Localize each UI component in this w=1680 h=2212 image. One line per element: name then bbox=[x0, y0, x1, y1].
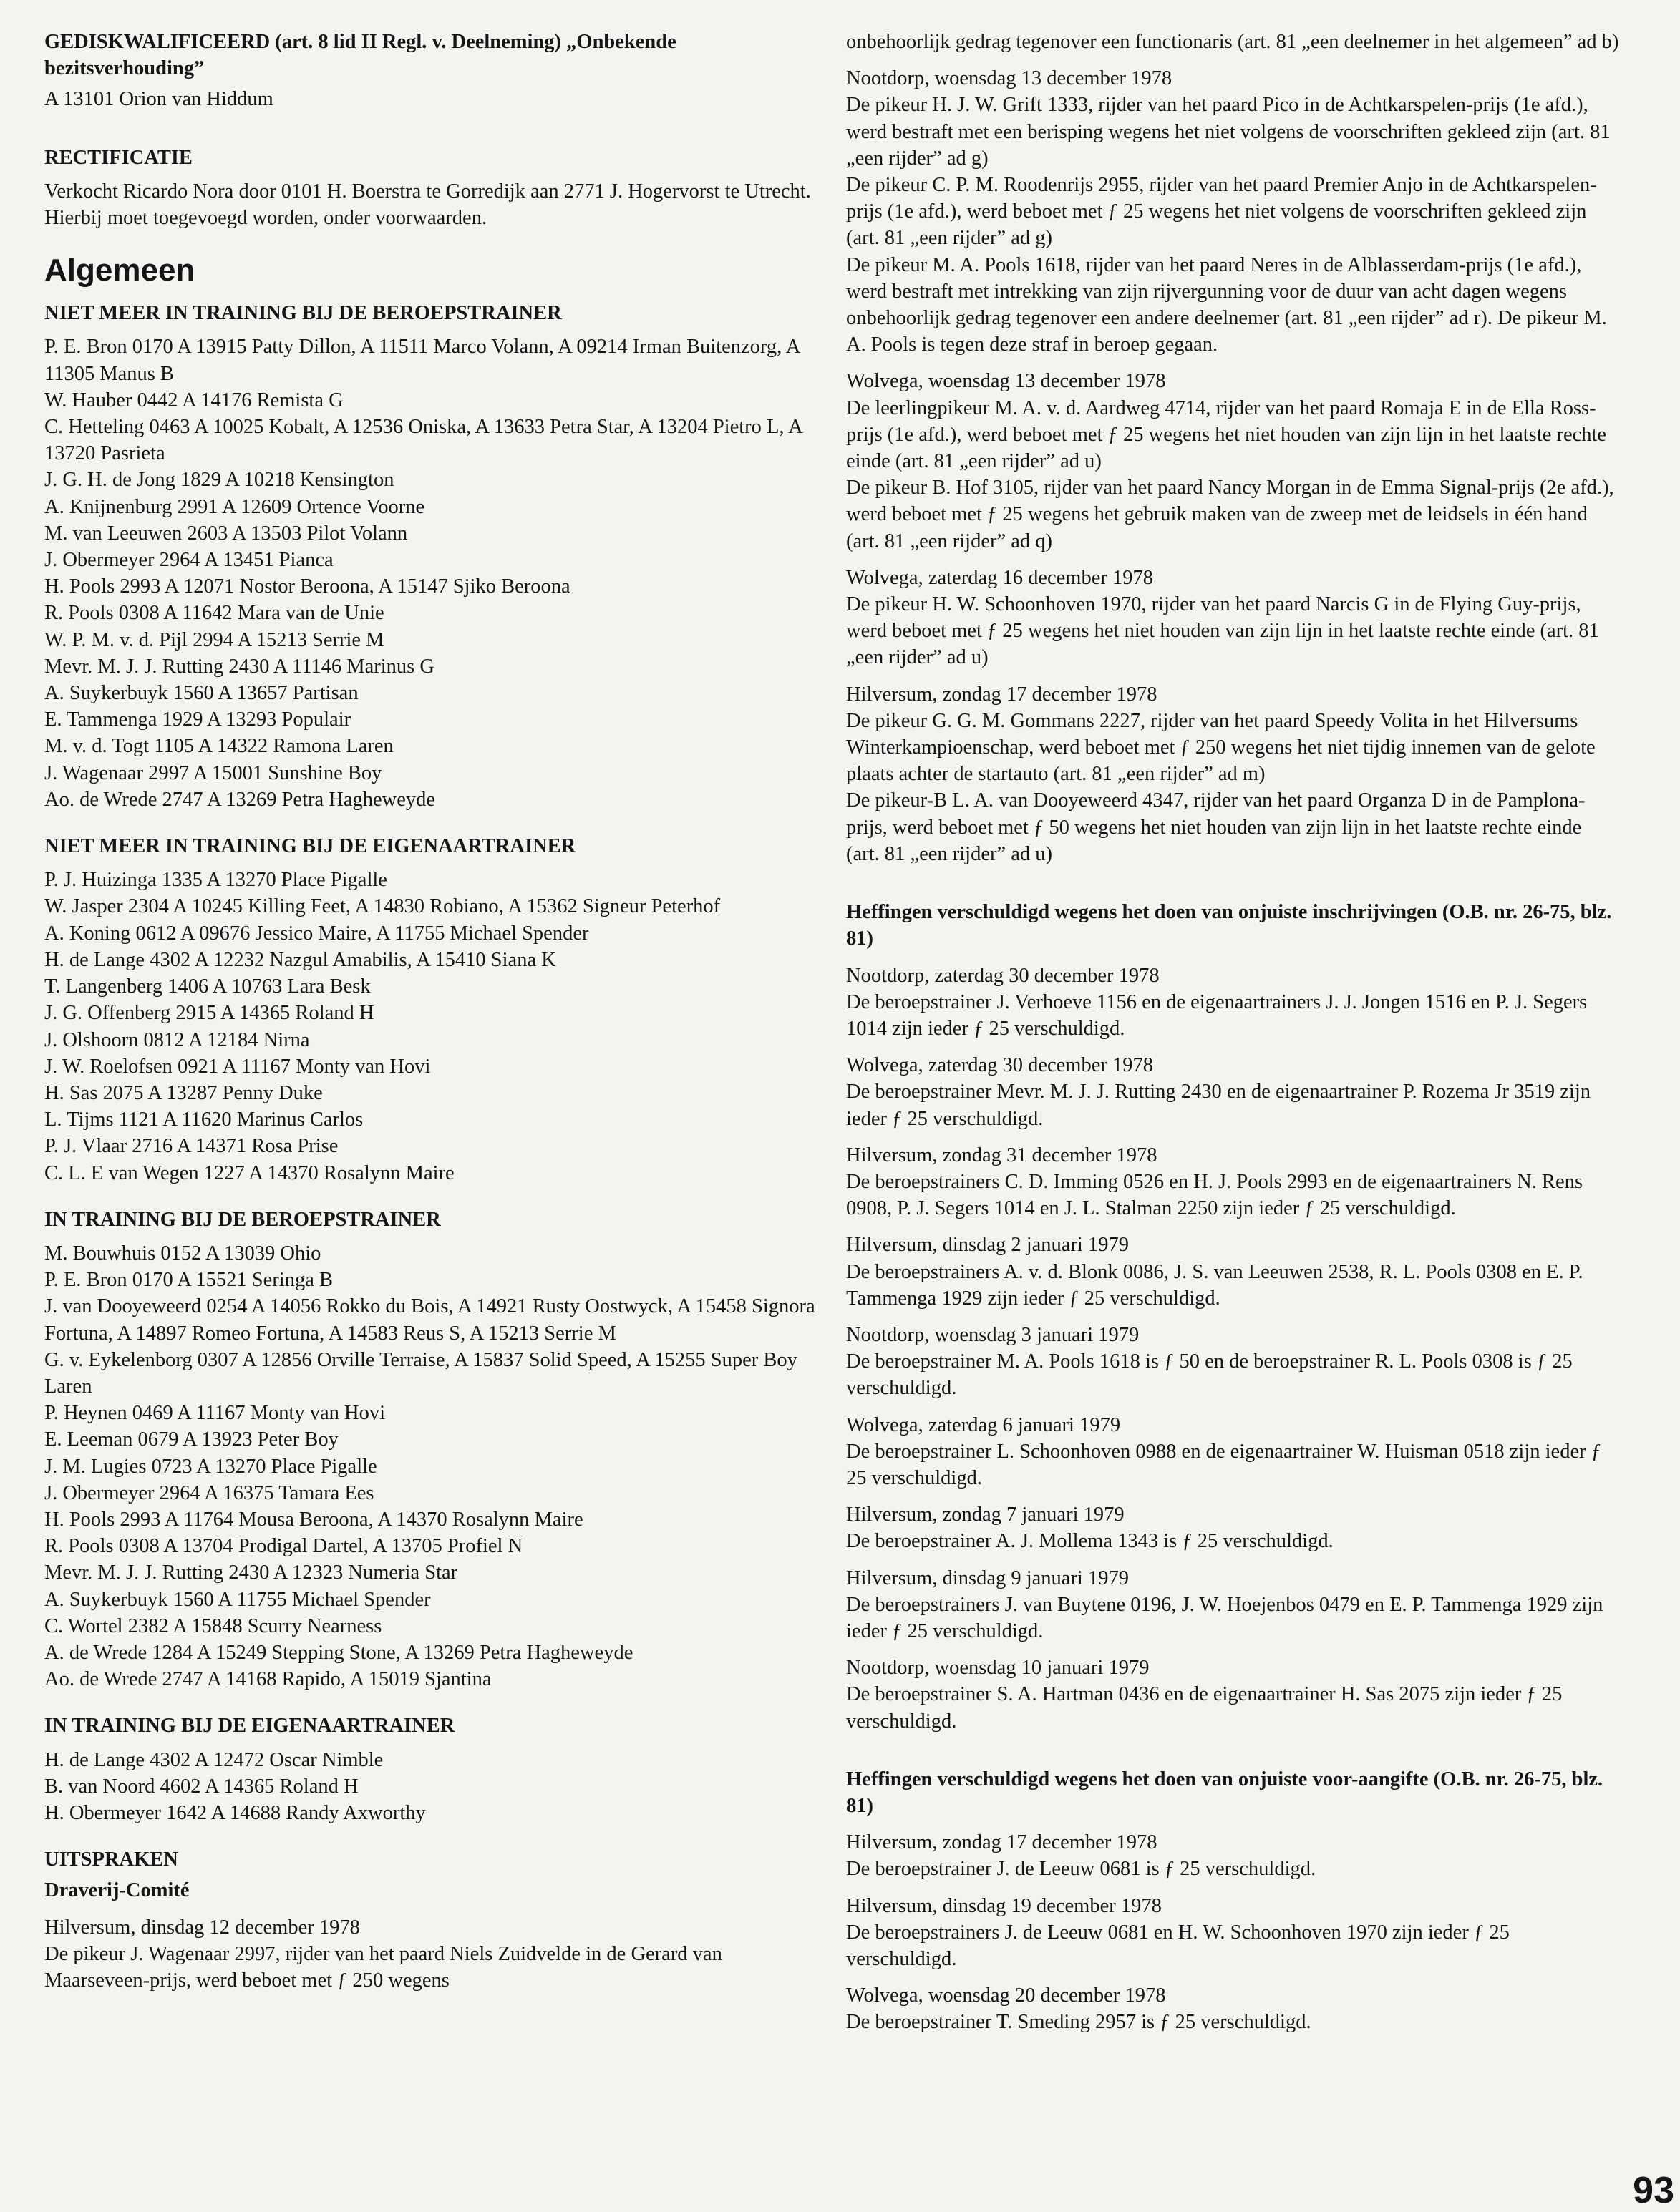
list-item: J. Obermeyer 2964 A 16375 Tamara Ees bbox=[44, 1481, 374, 1504]
list-item: P. E. Bron 0170 A 13915 Patty Dillon, A 11511 Marco Volann, A 09214 Irman Buitenzorg, A 11305 Manus B bbox=[44, 336, 800, 385]
levy-date: Wolvega, zaterdag 30 december 1978 bbox=[846, 1054, 1153, 1077]
levy-date: Hilversum, zondag 31 december 1978 bbox=[846, 1144, 1157, 1166]
list-item: C. L. E van Wegen 1227 A 14370 Rosalynn Maire bbox=[44, 1161, 455, 1184]
ruling-date: Wolvega, woensdag 13 december 1978 bbox=[846, 370, 1166, 393]
levy-date: Nootdorp, woensdag 10 januari 1979 bbox=[846, 1657, 1150, 1680]
list-item: H. Obermeyer 1642 A 14688 Randy Axworthy bbox=[44, 1801, 426, 1824]
right-column bbox=[846, 29, 1619, 2036]
list-item: Ao. de Wrede 2747 A 14168 Rapido, A 15019 Sjantina bbox=[44, 1668, 492, 1691]
ruling-date: Wolvega, zaterdag 16 december 1978 bbox=[846, 566, 1153, 589]
levy-text: De beroepstrainers J. de Leeuw 0681 en H. W. Schoonhoven 1970 zijn ieder ƒ 25 verschuldigd. bbox=[846, 1921, 1510, 1970]
list-item: A. Suykerbuyk 1560 A 11755 Michael Spender bbox=[44, 1588, 431, 1611]
ruling-date: Hilversum, dinsdag 12 december 1978 bbox=[44, 1916, 360, 1939]
ruling-text: De pikeur J. Wagenaar 2997, rijder van het paard Niels Zuidvelde in de Gerard van Maarseveen-prijs, werd beboet met ƒ 250 wegens bbox=[44, 1942, 722, 1992]
list-item: P. E. Bron 0170 A 15521 Seringa B bbox=[44, 1269, 333, 1292]
list-item: Mevr. M. J. J. Rutting 2430 A 12323 Numeria Star bbox=[44, 1561, 458, 1584]
levy-date: Hilversum, dinsdag 2 januari 1979 bbox=[846, 1234, 1129, 1257]
list-item: W. P. M. v. d. Pijl 2994 A 15213 Serrie M bbox=[44, 628, 384, 651]
list-item: C. Wortel 2382 A 15848 Scurry Nearness bbox=[44, 1614, 382, 1637]
levy-text: De beroepstrainers A. v. d. Blonk 0086, J. S. van Leeuwen 2538, R. L. Pools 0308 en E. P. Tammenga 1929 zijn ieder ƒ 25 verschuldigd. bbox=[846, 1260, 1583, 1310]
list-item: R. Pools 0308 A 11642 Mara van de Unie bbox=[44, 602, 384, 625]
levy-date: Wolvega, woensdag 20 december 1978 bbox=[846, 1984, 1166, 2007]
list-item: W. Jasper 2304 A 10245 Killing Feet, A 14830 Robiano, A 15362 Signeur Peterhof bbox=[44, 895, 721, 918]
ruling-date: Hilversum, zondag 17 december 1978 bbox=[846, 683, 1157, 706]
list-item: M. Bouwhuis 0152 A 13039 Ohio bbox=[44, 1242, 321, 1265]
list-item: M. v. d. Togt 1105 A 14322 Ramona Laren bbox=[44, 735, 394, 758]
committee-heading: Draverij-Comité bbox=[44, 1879, 190, 1902]
list-item: T. Langenberg 1406 A 10763 Lara Besk bbox=[44, 975, 371, 998]
levy-text: De beroepstrainer M. A. Pools 1618 is ƒ 50 en de beroepstrainer R. L. Pools 0308 is ƒ 25 verschuldigd. bbox=[846, 1350, 1573, 1400]
rectification-text: Verkocht Ricardo Nora door 0101 H. Boerstra te Gorredijk aan 2771 J. Hogervorst te Utrecht. Hierbij moet toegevoegd worden, onder voorwaarden. bbox=[44, 180, 811, 230]
levy-heading-2: Heffingen verschuldigd wegens het doen van onjuiste voor-aangifte (O.B. nr. 26-75, blz. 81) bbox=[846, 1768, 1603, 1817]
levy-date: Nootdorp, zaterdag 30 december 1978 bbox=[846, 964, 1160, 987]
levy-text: De beroepstrainers J. van Buytene 0196, J. W. Hoejenbos 0479 en E. P. Tammenga 1929 zijn ieder ƒ 25 verschuldigd. bbox=[846, 1593, 1603, 1642]
list-item: J. van Dooyeweerd 0254 A 14056 Rokko du Bois, A 14921 Rusty Oostwyck, A 15458 Signora Fortuna, A 14897 Romeo Fortuna, A 14583 Reus S, A 15213 Serrie M bbox=[44, 1295, 815, 1345]
list-item: A. de Wrede 1284 A 15249 Stepping Stone, A 13269 Petra Hagheweyde bbox=[44, 1641, 633, 1664]
list-item: P. J. Vlaar 2716 A 14371 Rosa Prise bbox=[44, 1135, 339, 1158]
list-item: A. Koning 0612 A 09676 Jessico Maire, A 11755 Michael Spender bbox=[44, 922, 589, 945]
section-heading-3: IN TRAINING BIJ DE BEROEPSTRAINER bbox=[44, 1208, 441, 1231]
list-item: J. Wagenaar 2997 A 15001 Sunshine Boy bbox=[44, 761, 382, 784]
ruling-continuation: onbehoorlijk gedrag tegenover een functionaris (art. 81 „een deelnemer in het algemeen” ad b) bbox=[846, 31, 1619, 53]
list-item: G. v. Eykelenborg 0307 A 12856 Orville Terraise, A 15837 Solid Speed, A 15255 Super Boy Laren bbox=[44, 1348, 797, 1398]
levy-text: De beroepstrainers C. D. Imming 0526 en H. J. Pools 2993 en de eigenaartrainers N. Rens 0908, P. J. Segers 1014 en J. L. Stalman 2250 zijn ieder ƒ 25 verschuldigd. bbox=[846, 1170, 1583, 1220]
list-item: P. J. Huizinga 1335 A 13270 Place Pigalle bbox=[44, 869, 387, 892]
ruling-text: De pikeur H. W. Schoonhoven 1970, rijder van het paard Narcis G in de Flying Guy-prijs, werd beboet met ƒ 25 wegens het niet houden van zijn lijn in het laatste rechte einde (art. 81 „een rijder” ad u) bbox=[846, 593, 1599, 669]
levy-date: Hilversum, dinsdag 9 januari 1979 bbox=[846, 1567, 1129, 1589]
list-item: B. van Noord 4602 A 14365 Roland H bbox=[44, 1775, 359, 1798]
ruling-text: De pikeur H. J. W. Grift 1333, rijder van het paard Pico in de Achtkarspelen-prijs (1e afd.), werd bestraft met een berisping wegens het niet volgens de voorschriften gekleed zijn (art. 81 „een rijder” ad g) bbox=[846, 94, 1611, 170]
disqualified-entry: A 13101 Orion van Hiddum bbox=[44, 88, 273, 111]
list-item: C. Hetteling 0463 A 10025 Kobalt, A 12536 Oniska, A 13633 Petra Star, A 13204 Pietro L, A 13720 Pasrieta bbox=[44, 416, 802, 465]
list-item: H. de Lange 4302 A 12472 Oscar Nimble bbox=[44, 1748, 384, 1771]
list-item: J. G. Offenberg 2915 A 14365 Roland H bbox=[44, 1002, 374, 1025]
levy-text: De beroepstrainer A. J. Mollema 1343 is ƒ 25 verschuldigd. bbox=[846, 1530, 1334, 1553]
ruling-date: Nootdorp, woensdag 13 december 1978 bbox=[846, 67, 1172, 90]
levy-date: Hilversum, dinsdag 19 december 1978 bbox=[846, 1894, 1162, 1917]
ruling-text: De pikeur G. G. M. Gommans 2227, rijder van het paard Speedy Volita in het Hilversums Winterkampioenschap, werd beboet met ƒ 250 wegens het niet tijdig innemen van de gelote plaats achter de startauto (art. 81 „een rijder” ad m) bbox=[846, 709, 1596, 786]
list-item: J. G. H. de Jong 1829 A 10218 Kensington bbox=[44, 469, 394, 492]
list-item: H. de Lange 4302 A 12232 Nazgul Amabilis, A 15410 Siana K bbox=[44, 948, 556, 971]
list-item: J. M. Lugies 0723 A 13270 Place Pigalle bbox=[44, 1455, 377, 1478]
ruling-text: De pikeur B. Hof 3105, rijder van het paard Nancy Morgan in de Emma Signal-prijs (2e afd.), werd beboet met ƒ 25 wegens het gebruik maken van de zweep met de leidsels in één hand (art. 81 „een rijder” ad q) bbox=[846, 477, 1614, 552]
ruling-text: De leerlingpikeur M. A. v. d. Aardweg 4714, rijder van het paard Romaja E in de Ella Ross-prijs (1e afd.), werd beboet met ƒ 25 wegens het niet houden van zijn lijn in het laatste rechte einde (art. 81 „een rijder” ad u) bbox=[846, 396, 1607, 473]
rectification-heading: RECTIFICATIE bbox=[44, 146, 193, 169]
levy-date: Hilversum, zondag 17 december 1978 bbox=[846, 1831, 1157, 1854]
ruling-text: De pikeur M. A. Pools 1618, rijder van het paard Neres in de Alblasserdam-prijs (1e afd.), werd bestraft met intrekking van zijn rijvergunning voor de duur van acht dagen wegens onbehoorlijk gedrag tegenover een andere deelnemer (art. 81 „een rijder” ad r). De pikeur M. A. Pools is tegen deze straf in beroep gegaan. bbox=[846, 253, 1607, 356]
section-list-1 bbox=[44, 333, 817, 813]
list-item: J. Olshoorn 0812 A 12184 Nirna bbox=[44, 1028, 310, 1051]
list-item: W. Hauber 0442 A 14176 Remista G bbox=[44, 389, 344, 411]
levy-heading-1: Heffingen verschuldigd wegens het doen van onjuiste inschrijvingen (O.B. nr. 26-75, blz. 81) bbox=[846, 901, 1612, 950]
list-item: Mevr. M. J. J. Rutting 2430 A 11146 Marinus G bbox=[44, 655, 434, 678]
section-heading-4: IN TRAINING BIJ DE EIGENAARTRAINER bbox=[44, 1715, 455, 1738]
levy-text: De beroepstrainer J. Verhoeve 1156 en de eigenaartrainers J. J. Jongen 1516 en P. J. Segers 1014 zijn ieder ƒ 25 verschuldigd. bbox=[846, 990, 1588, 1040]
section-heading-5: UITSPRAKEN bbox=[44, 1848, 178, 1871]
section-heading-2: NIET MEER IN TRAINING BIJ DE EIGENAARTRAINER bbox=[44, 835, 576, 858]
list-item: R. Pools 0308 A 13704 Prodigal Dartel, A 13705 Profiel N bbox=[44, 1535, 523, 1558]
levy-date: Nootdorp, woensdag 3 januari 1979 bbox=[846, 1323, 1140, 1346]
list-item: M. van Leeuwen 2603 A 13503 Pilot Volann bbox=[44, 522, 408, 545]
levy-date: Wolvega, zaterdag 6 januari 1979 bbox=[846, 1413, 1121, 1436]
section-list-3 bbox=[44, 1240, 817, 1692]
list-item: H. Pools 2993 A 11764 Mousa Beroona, A 14370 Rosalynn Maire bbox=[44, 1508, 583, 1531]
levy-text: De beroepstrainer S. A. Hartman 0436 en de eigenaartrainer H. Sas 2075 zijn ieder ƒ 25 verschuldigd. bbox=[846, 1683, 1563, 1733]
levy-text: De beroepstrainer L. Schoonhoven 0988 en de eigenaartrainer W. Huisman 0518 zijn ieder ƒ 25 verschuldigd. bbox=[846, 1440, 1601, 1489]
list-item: A. Suykerbuyk 1560 A 13657 Partisan bbox=[44, 682, 359, 705]
list-item: L. Tijms 1121 A 11620 Marinus Carlos bbox=[44, 1109, 364, 1131]
levy-text: De beroepstrainer Mevr. M. J. J. Rutting 2430 en de eigenaartrainer P. Rozema Jr 3519 zijn ieder ƒ 25 verschuldigd. bbox=[846, 1081, 1591, 1130]
levy-date: Hilversum, zondag 7 januari 1979 bbox=[846, 1504, 1125, 1526]
section-heading-1: NIET MEER IN TRAINING BIJ DE BEROEPSTRAINER bbox=[44, 302, 562, 325]
left-column bbox=[44, 29, 817, 1994]
levy-text: De beroepstrainer T. Smeding 2957 is ƒ 25 verschuldigd. bbox=[846, 2011, 1311, 2034]
list-item: H. Sas 2075 A 13287 Penny Duke bbox=[44, 1081, 323, 1104]
section-list-2 bbox=[44, 867, 817, 1186]
list-item: P. Heynen 0469 A 11167 Monty van Hovi bbox=[44, 1402, 386, 1425]
list-item: A. Knijnenburg 2991 A 12609 Ortence Voorne bbox=[44, 495, 425, 518]
page-number: 93 bbox=[1633, 2170, 1674, 2211]
algemeen-heading: Algemeen bbox=[44, 253, 195, 288]
list-item: Ao. de Wrede 2747 A 13269 Petra Hagheweyde bbox=[44, 788, 436, 811]
list-item: H. Pools 2993 A 12071 Nostor Beroona, A 15147 Sjiko Beroona bbox=[44, 575, 570, 598]
list-item: E. Leeman 0679 A 13923 Peter Boy bbox=[44, 1428, 339, 1451]
list-item: E. Tammenga 1929 A 13293 Populair bbox=[44, 708, 351, 731]
ruling-text: De pikeur-B L. A. van Dooyeweerd 4347, rijder van het paard Organza D in de Pamplona-prijs, werd beboet met ƒ 50 wegens het niet houden van zijn lijn in het laatste rechte einde (art. 81 „een rijder” ad u) bbox=[846, 789, 1586, 865]
ruling-text: De pikeur C. P. M. Roodenrijs 2955, rijder van het paard Premier Anjo in de Achtkarspelen-prijs (1e afd.), werd beboet met ƒ 25 wegens het niet volgens de voorschriften gekleed zijn (art. 81 „een rijder” ad g) bbox=[846, 174, 1597, 250]
disqualified-heading: GEDISKWALIFICEERD (art. 8 lid II Regl. v. Deelneming) „Onbekende bezitsverhouding” bbox=[44, 31, 676, 80]
list-item: J. Obermeyer 2964 A 13451 Pianca bbox=[44, 549, 334, 572]
section-list-4 bbox=[44, 1747, 817, 1827]
levy-text: De beroepstrainer J. de Leeuw 0681 is ƒ 25 verschuldigd. bbox=[846, 1858, 1316, 1881]
list-item: J. W. Roelofsen 0921 A 11167 Monty van Hovi bbox=[44, 1055, 431, 1078]
